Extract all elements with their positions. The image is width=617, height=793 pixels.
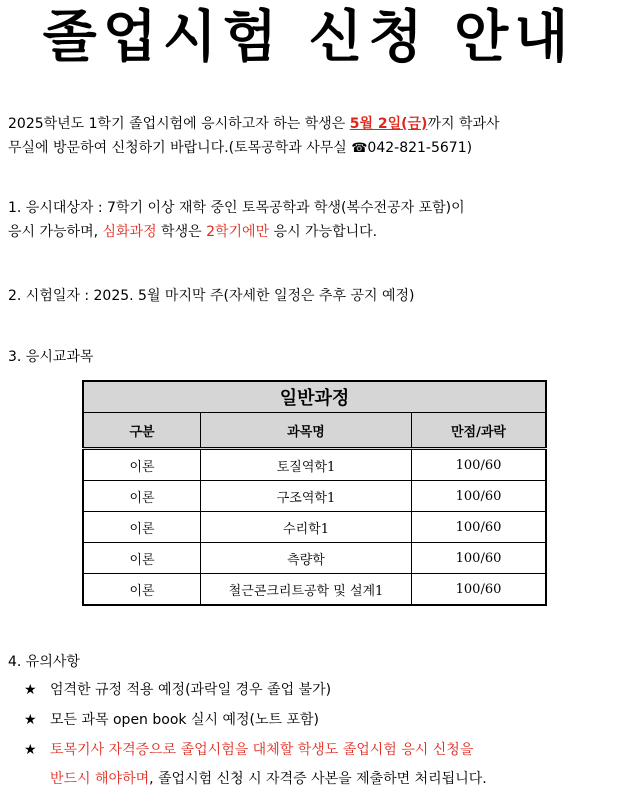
section-notes-heading: 4. 유의사항 xyxy=(8,654,80,670)
eligibility-line-2 xyxy=(8,220,608,244)
cell-subject: 토질역학1 xyxy=(201,449,412,481)
star-icon: ★ xyxy=(24,742,37,758)
note-emphasis: 반드시 해야하며 xyxy=(50,771,150,787)
cell-subject: 수리학1 xyxy=(201,512,412,543)
note-item xyxy=(24,737,473,763)
cell-category: 이론 xyxy=(83,574,201,606)
phone-icon: ☎ xyxy=(351,141,368,156)
table-caption: 일반과정 xyxy=(83,381,546,413)
cell-category: 이론 xyxy=(83,481,201,512)
header-subject: 과목명 xyxy=(201,413,412,449)
cell-score: 100/60 xyxy=(412,449,547,481)
note-text: 엄격한 규정 적용 예정(과락일 경우 졸업 불가) xyxy=(50,682,332,698)
star-icon: ★ xyxy=(24,682,37,698)
intro-text-2: 무실에 방문하여 신청하기 바랍니다.(토목공학과 사무실 xyxy=(8,140,352,156)
cell-category: 이론 xyxy=(83,512,201,543)
table-row xyxy=(83,512,546,543)
cell-score: 100/60 xyxy=(412,512,547,543)
table-row xyxy=(83,543,546,574)
cell-subject: 철근콘크리트공학 및 설계1 xyxy=(201,574,412,606)
cell-score: 100/60 xyxy=(412,574,547,606)
page-title: 졸업시험 신청 안내 xyxy=(42,5,575,70)
table-row xyxy=(83,574,546,606)
table-caption-row xyxy=(83,381,546,413)
eligibility-text: 응시 가능하며, xyxy=(8,224,103,240)
intro-text: 2025학년도 1학기 졸업시험에 응시하고자 하는 학생은 xyxy=(8,116,350,132)
intro-line-2 xyxy=(8,136,608,161)
advanced-course-label: 심화과정 xyxy=(102,224,157,240)
table-row xyxy=(83,449,546,481)
phone-number: 042-821-5671) xyxy=(367,140,473,156)
note-text-red: 토목기사 자격증으로 졸업시험을 대체할 학생도 졸업시험 응시 신청을 xyxy=(50,742,474,758)
note-text: , 졸업시험 신청 시 자격증 사본을 제출하면 처리됩니다. xyxy=(149,771,487,787)
cell-category: 이론 xyxy=(83,543,201,574)
intro-line-1 xyxy=(8,112,608,136)
note-text: 모든 과목 open book 실시 예정(노트 포함) xyxy=(50,712,319,728)
eligibility-text-3: 응시 가능합니다. xyxy=(269,224,378,240)
deadline-date: 5월 2일(금) xyxy=(349,116,428,132)
note-item xyxy=(24,677,331,703)
section-exam-date: 2. 시험일자 : 2025. 5월 마지막 주(자세한 일정은 추후 공지 예정) xyxy=(8,288,415,304)
star-icon: ★ xyxy=(24,712,37,728)
header-score: 만점/과락 xyxy=(412,413,547,449)
cell-score: 100/60 xyxy=(412,481,547,512)
cell-score: 100/60 xyxy=(412,543,547,574)
cell-category: 이론 xyxy=(83,449,201,481)
section-eligibility xyxy=(8,196,608,244)
cell-subject: 측량학 xyxy=(201,543,412,574)
intro-paragraph xyxy=(8,112,608,161)
intro-text-end: 까지 학과사 xyxy=(427,116,500,132)
header-category: 구분 xyxy=(83,413,201,449)
table-row xyxy=(83,481,546,512)
subjects-table xyxy=(82,380,547,606)
second-semester-only: 2학기에만 xyxy=(206,224,270,240)
table-header-row xyxy=(83,413,546,449)
eligibility-line-1: 1. 응시대상자 : 7학기 이상 재학 중인 토목공학과 학생(복수전공자 포함)이 xyxy=(8,200,465,216)
cell-subject: 구조역학1 xyxy=(201,481,412,512)
section-subjects-heading: 3. 응시교과목 xyxy=(8,349,94,365)
note-item xyxy=(24,707,319,733)
note-item-continued xyxy=(50,766,487,792)
eligibility-text-2: 학생은 xyxy=(156,224,207,240)
